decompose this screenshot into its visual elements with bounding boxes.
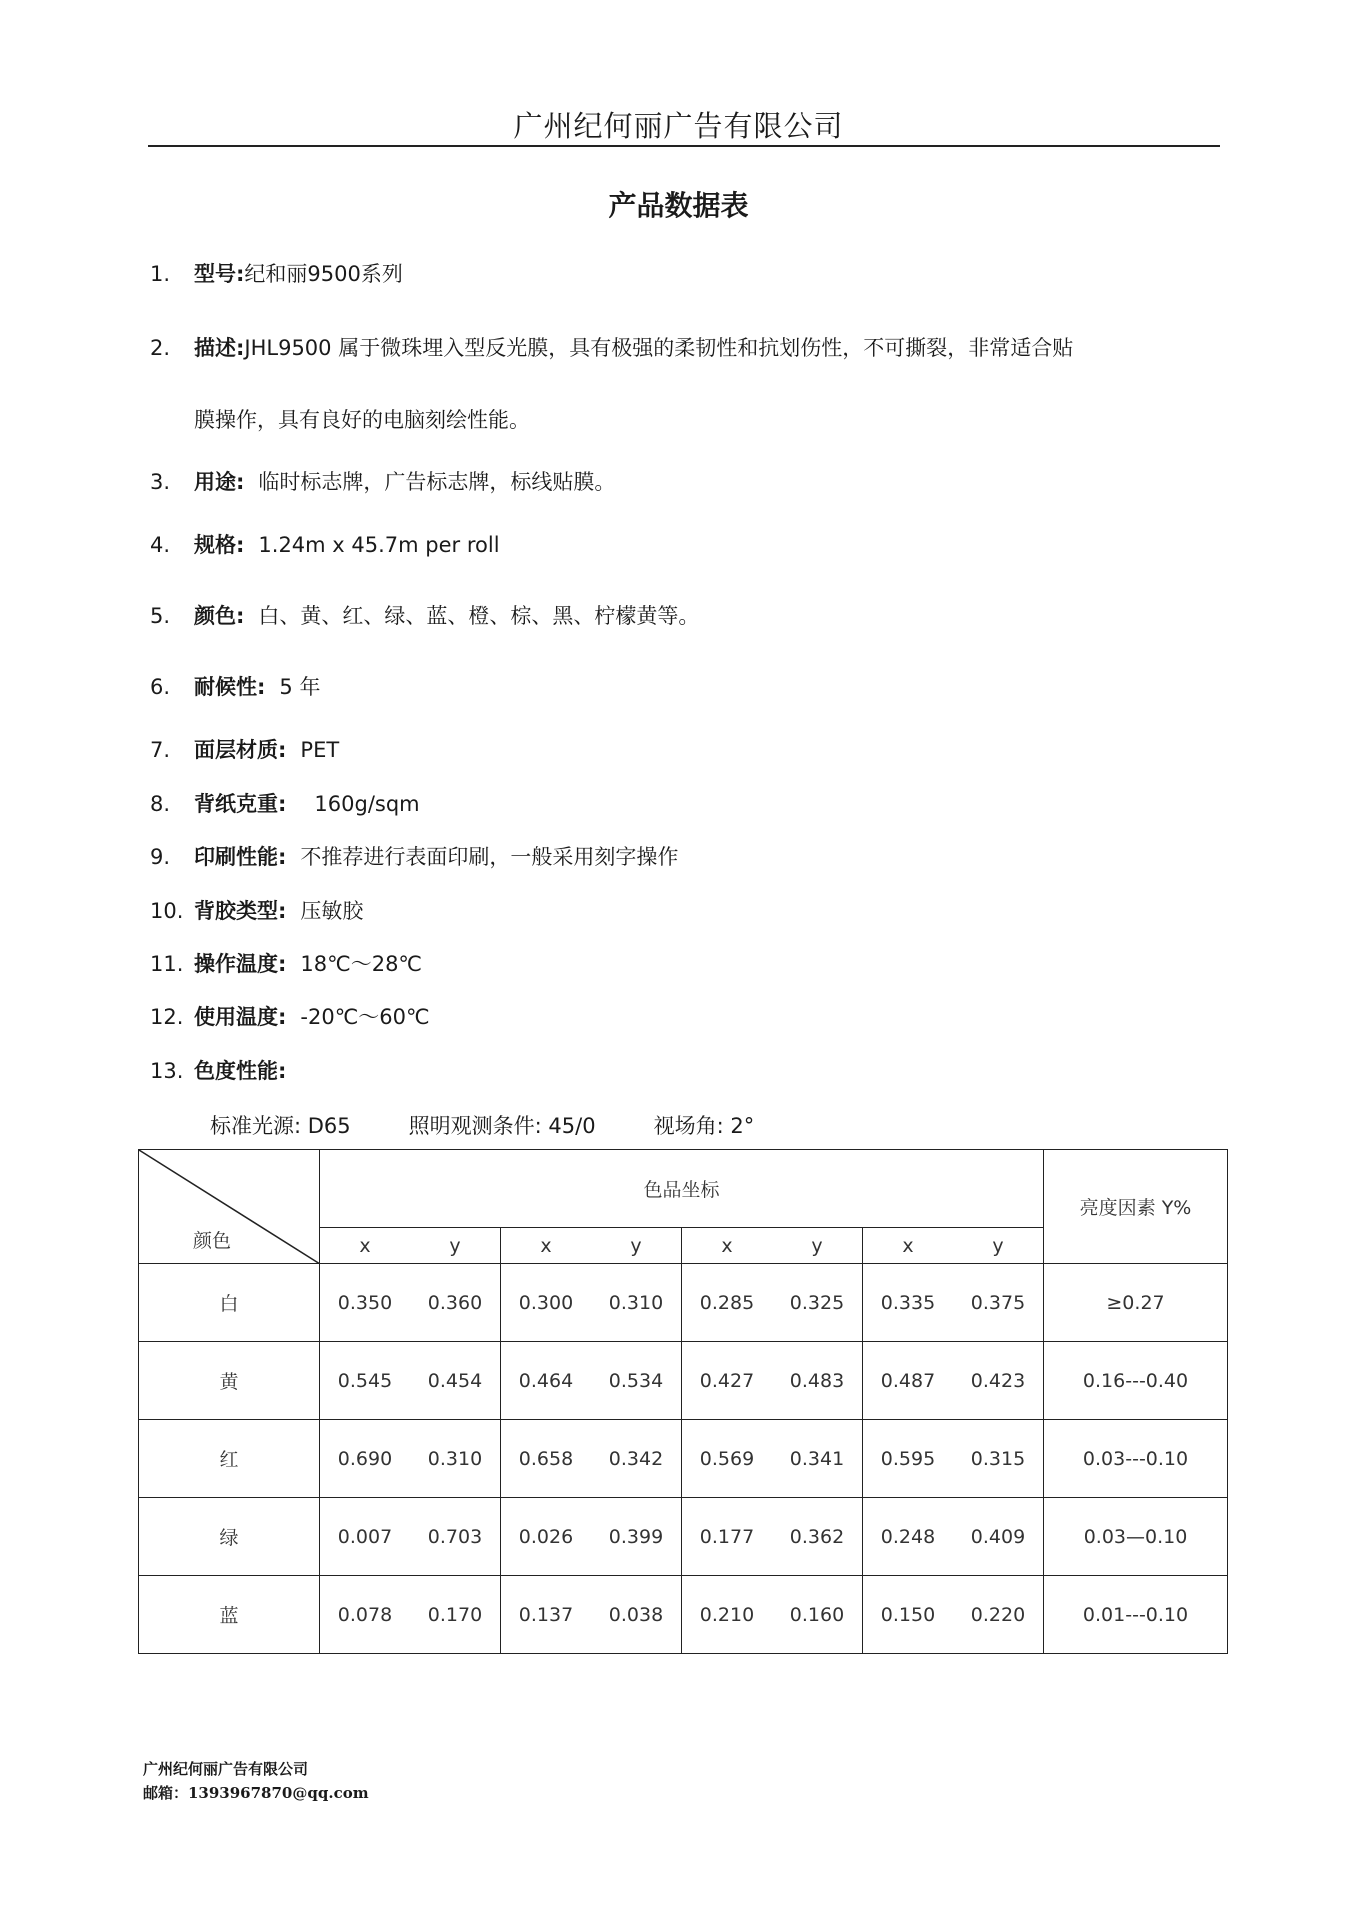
table-row: 黄 0.545 0.454 0.464 0.534 0.427 0.483 0.487 0.423 0.16---0.40 xyxy=(139,1342,1228,1420)
sub-header-group: x y xyxy=(501,1228,682,1264)
chromaticity-table xyxy=(138,1149,1228,1654)
color-name-cell: 蓝 xyxy=(139,1576,320,1654)
corner-label: 颜色 xyxy=(193,1230,232,1252)
company-header: 广州纪何丽广告有限公司 xyxy=(513,109,844,143)
footer-email: 邮箱：1393967870@qq.com xyxy=(143,1784,369,1802)
spec-item-face-material: 7. 面层材质: PET xyxy=(150,738,340,762)
coords-header: 色品坐标 xyxy=(320,1150,1044,1228)
spec-item-service-temp: 12. 使用温度: -20℃～60℃ xyxy=(150,1005,430,1029)
spec-item-colorimetry: 13. 色度性能: xyxy=(150,1059,287,1083)
color-name-cell: 白 xyxy=(139,1264,320,1342)
luminance-cell: 0.16---0.40 xyxy=(1044,1342,1228,1420)
table-row: 绿 0.007 0.703 0.026 0.399 0.177 0.362 0.248 0.409 0.03—0.10 xyxy=(139,1498,1228,1576)
measurement-conditions xyxy=(210,1110,754,1140)
spec-item-colors: 5. 颜色: 白、黄、红、绿、蓝、橙、棕、黑、柠檬黄等。 xyxy=(150,604,700,628)
spec-item-usage: 3. 用途: 临时标志牌，广告标志牌，标线贴膜。 xyxy=(150,470,616,494)
spec-item-application-temp: 11. 操作温度: 18℃～28℃ xyxy=(150,952,423,976)
header-divider xyxy=(148,145,1220,147)
table-row: 蓝 0.078 0.170 0.137 0.038 0.210 0.160 0.150 0.220 0.01---0.10 xyxy=(139,1576,1228,1654)
color-name-cell: 黄 xyxy=(139,1342,320,1420)
spec-item-model: 1. 型号:纪和丽9500系列 xyxy=(150,262,403,286)
footer-company: 广州纪何丽广告有限公司 xyxy=(143,1760,309,1778)
color-name-cell: 绿 xyxy=(139,1498,320,1576)
luminance-cell: 0.01---0.10 xyxy=(1044,1576,1228,1654)
page-title: 产品数据表 xyxy=(608,189,749,222)
observer-angle: 视场角: 2° xyxy=(653,1114,755,1138)
table-row: 白 0.350 0.360 0.300 0.310 0.285 0.325 0.335 0.375 ≥0.27 xyxy=(139,1264,1228,1342)
spec-item-description-cont: 膜操作，具有良好的电脑刻绘性能。 xyxy=(194,408,530,432)
light-source: 标准光源: D65 xyxy=(210,1114,351,1138)
luminance-cell: ≥0.27 xyxy=(1044,1264,1228,1342)
table-row: 红 0.690 0.310 0.658 0.342 0.569 0.341 0.595 0.315 0.03---0.10 xyxy=(139,1420,1228,1498)
spec-item-size: 4. 规格: 1.24m x 45.7m per roll xyxy=(150,533,500,557)
color-name-cell: 红 xyxy=(139,1420,320,1498)
spec-item-description: 2. 描述:JHL9500 属于微珠埋入型反光膜，具有极强的柔韧性和抗划伤性，不可撕裂，非常适合贴 xyxy=(150,336,1074,360)
sub-header-group: x y xyxy=(320,1228,501,1264)
spec-item-durability: 6. 耐候性: 5 年 xyxy=(150,675,321,699)
luminance-cell: 0.03---0.10 xyxy=(1044,1420,1228,1498)
sub-header-group: x y xyxy=(682,1228,863,1264)
illumination-geometry: 照明观测条件: 45/0 xyxy=(408,1114,596,1138)
spec-item-adhesive: 10. 背胶类型: 压敏胶 xyxy=(150,899,364,923)
spec-item-liner-weight: 8. 背纸克重: 160g/sqm xyxy=(150,792,420,816)
sub-header-group: x y xyxy=(863,1228,1044,1264)
luminance-cell: 0.03—0.10 xyxy=(1044,1498,1228,1576)
spec-item-printability: 9. 印刷性能: 不推荐进行表面印刷，一般采用刻字操作 xyxy=(150,845,679,869)
table-corner-header xyxy=(139,1150,320,1264)
luminance-header: 亮度因素 Y% xyxy=(1044,1150,1228,1264)
